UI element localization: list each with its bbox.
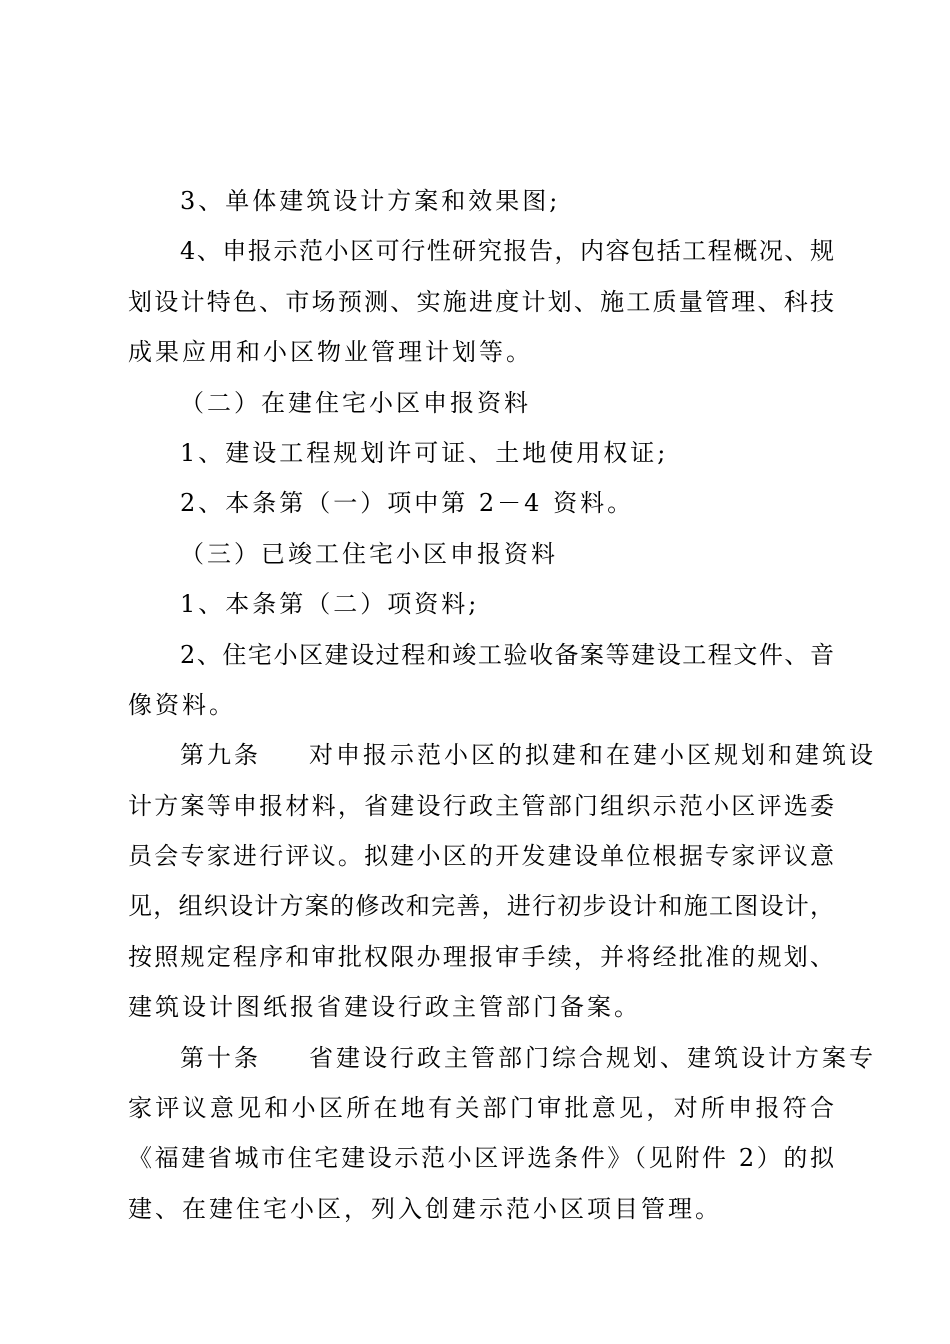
article-label: 第九条 [180,741,261,770]
document-body [128,176,876,1234]
article-line [128,730,876,780]
article-label: 第十条 [180,1043,261,1072]
paragraph-line: 划设计特色、市场预测、实施进度计划、施工质量管理、科技 [128,287,834,316]
paragraph-line: 建、在建住宅小区，列入创建示范小区项目管理。 [128,1194,722,1223]
paragraph-line: 员会专家进行评议。拟建小区的开发建设单位根据专家评议意 [128,842,834,871]
paragraph-line: 4、申报示范小区可行性研究报告，内容包括工程概况、规 [180,237,834,266]
paragraph-line: 像资料。 [128,690,236,719]
paragraph-line: 建筑设计图纸报省建设行政主管部门备案。 [128,993,641,1022]
paragraph-line: 计方案等申报材料，省建设行政主管部门组织示范小区评选委 [128,791,834,820]
paragraph-line: 见，组织设计方案的修改和完善，进行初步设计和施工图设计， [128,892,834,921]
article-text: 对申报示范小区的拟建和在建小区规划和建筑设 [309,741,876,770]
paragraph-line: 2、住宅小区建设过程和竣工验收备案等建设工程文件、音 [180,640,834,669]
paragraph-line: 按照规定程序和审批权限办理报审手续，并将经批准的规划、 [128,942,834,971]
section-heading: （二）在建住宅小区申报资料 [180,388,531,417]
paragraph-line: 成果应用和小区物业管理计划等。 [128,338,533,367]
article-text: 省建设行政主管部门综合规划、建筑设计方案专 [309,1043,876,1072]
paragraph-line: 3、单体建筑设计方案和效果图; [180,187,561,215]
paragraph-line: 家评议意见和小区所在地有关部门审批意见，对所申报符合 [128,1094,834,1123]
article-line [128,1033,876,1083]
section-heading: （三）已竣工住宅小区申报资料 [180,539,558,568]
paragraph-line: 《福建省城市住宅建设示范小区评选条件》（见附件 2）的拟 [128,1144,834,1173]
paragraph-line: 2、本条第（一）项中第 2－4 资料。 [180,489,635,518]
paragraph-line: 1、本条第（二）项资料; [180,590,480,619]
paragraph-line: 1、建设工程规划许可证、土地使用权证; [180,438,669,467]
